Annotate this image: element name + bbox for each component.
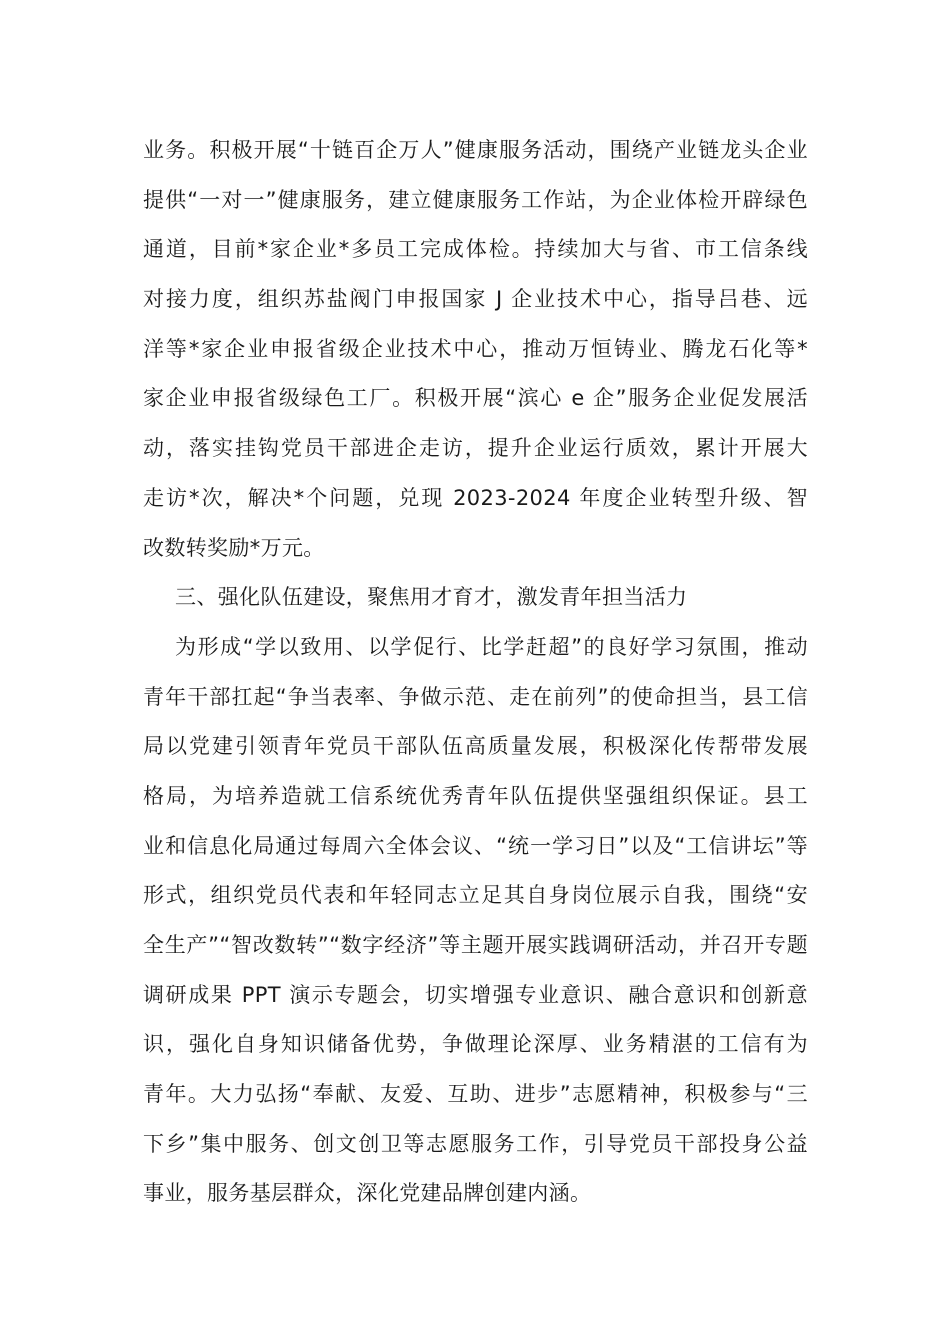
text-line: 事业，服务基层群众，深化党建品牌创建内涵。 [143, 1181, 592, 1206]
text-line: 形式，组织党员代表和年轻同志立足其自身岗位展示自我，围绕“安 [143, 883, 808, 908]
text-line: 洋等*家企业申报省级企业技术中心，推动万恒铸业、腾龙石化等* [143, 336, 808, 361]
text-line: 通道，目前*家企业*多员工完成体检。持续加大与省、市工信条线 [143, 237, 808, 262]
document-body [143, 126, 808, 1219]
text-line: 提供“一对一”健康服务，建立健康服务工作站，为企业体检开辟绿色 [143, 187, 808, 212]
text-line: 家企业申报省级绿色工厂。积极开展“滨心 e 企”服务企业促发展活 [143, 386, 808, 411]
text-line: 改数转奖励*万元。 [143, 535, 325, 560]
text-line: 青年干部扛起“争当表率、争做示范、走在前列”的使命担当，县工信 [143, 684, 808, 709]
text-line: 全生产”“智改数转”“数字经济”等主题开展实践调研活动，并召开专题 [143, 933, 808, 957]
paragraph-youth-team [143, 623, 808, 1219]
text-line: 青年。大力弘扬“奉献、友爱、互助、进步”志愿精神，积极参与“三 [143, 1082, 808, 1107]
section-heading-text: 三、强化队伍建设，聚焦用才育才，激发青年担当活力 [175, 585, 688, 610]
text-line: 为形成“学以致用、以学促行、比学赶超”的良好学习氛围，推动 [175, 634, 808, 659]
text-line: 识，强化自身知识储备优势，争做理论深厚、业务精湛的工信有为 [143, 1032, 808, 1057]
text-line: 走访*次，解决*个问题，兑现 2023-2024 年度企业转型升级、智 [143, 485, 808, 510]
text-line: 调研成果 PPT 演示专题会，切实增强专业意识、融合意识和创新意 [143, 982, 808, 1007]
text-line: 对接力度，组织苏盐阀门申报国家 J 企业技术中心，指导吕巷、远 [143, 287, 808, 312]
text-line: 业务。积极开展“十链百企万人”健康服务活动，围绕产业链龙头企业 [143, 138, 808, 162]
text-line: 动，落实挂钩党员干部进企走访，提升企业运行质效，累计开展大 [143, 436, 808, 461]
section-heading [143, 573, 808, 623]
text-line: 下乡”集中服务、创文创卫等志愿服务工作，引导党员干部投身公益 [143, 1131, 808, 1156]
text-line: 业和信息化局通过每周六全体会议、“统一学习日”以及“工信讲坛”等 [143, 833, 808, 858]
text-line: 格局，为培养造就工信系统优秀青年队伍提供坚强组织保证。县工 [143, 783, 808, 808]
text-line: 局以党建引领青年党员干部队伍高质量发展，积极深化传帮带发展 [143, 734, 808, 759]
paragraph-enterprise-services [143, 126, 808, 573]
